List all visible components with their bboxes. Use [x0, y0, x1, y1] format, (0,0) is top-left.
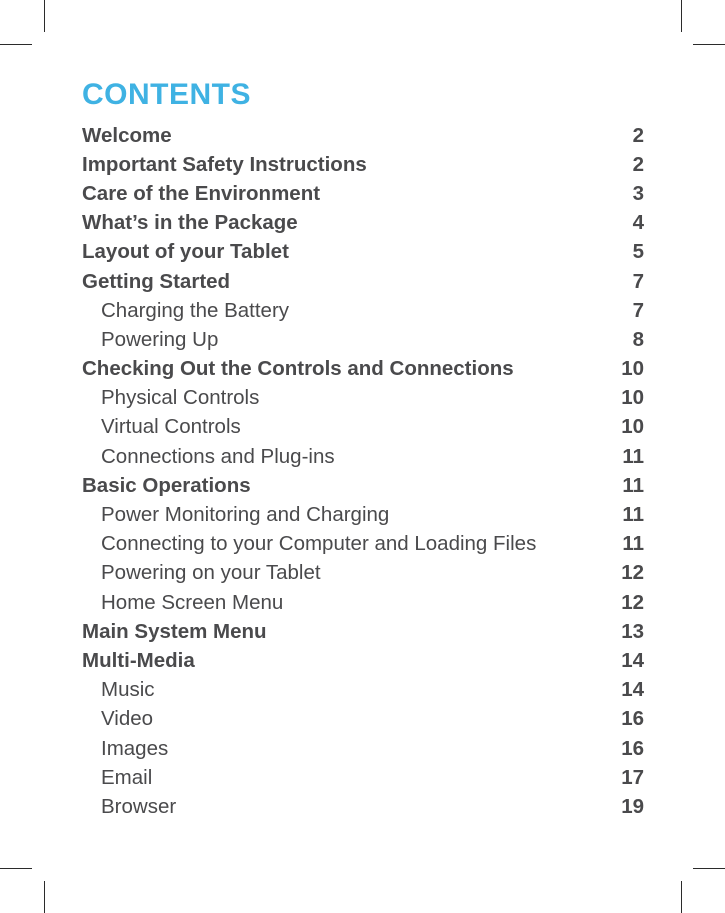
toc-entry-page-number: 16	[621, 736, 644, 760]
toc-entry-label: Connections and Plug-ins	[101, 444, 335, 468]
toc-subsection-entry	[82, 559, 644, 588]
toc-subsection-entry	[82, 705, 644, 734]
toc-entry-page-number: 11	[622, 503, 644, 527]
toc-entry-page-number: 11	[622, 444, 644, 468]
toc-subsection-entry	[82, 792, 644, 821]
toc-entry-page-number: 2	[632, 152, 644, 176]
toc-section-entry	[82, 238, 644, 267]
toc-entry-label: Virtual Controls	[101, 415, 241, 439]
toc-subsection-entry	[82, 325, 644, 354]
crop-mark-bottom-left-horizontal	[0, 868, 32, 869]
crop-mark-top-left-horizontal	[0, 44, 32, 45]
toc-entry-label: Power Monitoring and Charging	[101, 503, 390, 527]
toc-section-entry	[82, 150, 644, 179]
toc-entry-label: Browser	[101, 794, 177, 818]
toc-section-entry	[82, 646, 644, 675]
toc-entry-label: Getting Started	[82, 269, 231, 293]
toc-subsection-entry	[82, 296, 644, 325]
toc-entry-label: Connecting to your Computer and Loading Files	[101, 532, 537, 556]
toc-entry-label: Music	[101, 678, 155, 702]
toc-entry-page-number: 10	[621, 415, 644, 439]
crop-mark-bottom-right-vertical	[681, 881, 682, 913]
toc-entry-page-number: 12	[621, 561, 644, 585]
toc-subsection-entry	[82, 763, 644, 792]
toc-section-entry	[82, 617, 644, 646]
crop-mark-top-right-vertical	[681, 0, 682, 32]
toc-entry-page-number: 5	[632, 240, 644, 264]
toc-entry-page-number: 7	[632, 298, 644, 322]
toc-entry-page-number: 11	[622, 532, 644, 556]
toc-section-entry	[82, 179, 644, 208]
toc-subsection-entry	[82, 413, 644, 442]
crop-mark-bottom-left-vertical	[44, 881, 45, 913]
toc-entry-label: Images	[101, 736, 169, 760]
crop-mark-top-left-vertical	[44, 0, 45, 32]
toc-entry-label: Multi-Media	[82, 648, 195, 672]
toc-entry-page-number: 14	[621, 648, 644, 672]
toc-entry-page-number: 17	[621, 765, 644, 789]
toc-entry-page-number: 3	[632, 181, 644, 205]
toc-entry-label: Welcome	[82, 123, 172, 147]
toc-entry-label: Main System Menu	[82, 619, 267, 643]
toc-section-entry	[82, 355, 644, 384]
toc-subsection-entry	[82, 384, 644, 413]
toc-entry-page-number: 8	[632, 327, 644, 351]
toc-entry-label: Charging the Battery	[101, 298, 290, 322]
toc-subsection-entry	[82, 500, 644, 529]
table-of-contents	[82, 121, 644, 822]
toc-entry-page-number: 16	[621, 707, 644, 731]
page-title: CONTENTS	[82, 78, 251, 111]
toc-entry-label: What’s in the Package	[82, 211, 298, 235]
toc-entry-label: Checking Out the Controls and Connections	[82, 357, 514, 381]
toc-entry-label: Care of the Environment	[82, 181, 321, 205]
toc-entry-page-number: 4	[632, 211, 644, 235]
toc-entry-label: Physical Controls	[101, 386, 260, 410]
crop-mark-bottom-right-horizontal	[693, 868, 725, 869]
toc-subsection-entry	[82, 530, 644, 559]
toc-entry-label: Home Screen Menu	[101, 590, 284, 614]
toc-entry-page-number: 13	[621, 619, 644, 643]
toc-entry-label: Powering on your Tablet	[101, 561, 321, 585]
toc-entry-label: Basic Operations	[82, 473, 251, 497]
toc-entry-page-number: 7	[632, 269, 644, 293]
toc-subsection-entry	[82, 734, 644, 763]
toc-entry-page-number: 2	[632, 123, 644, 147]
toc-entry-label: Powering Up	[101, 327, 219, 351]
toc-entry-label: Email	[101, 765, 153, 789]
toc-subsection-entry	[82, 676, 644, 705]
toc-subsection-entry	[82, 442, 644, 471]
toc-entry-page-number: 10	[621, 357, 644, 381]
toc-entry-label: Video	[101, 707, 154, 731]
toc-entry-label: Layout of your Tablet	[82, 240, 289, 264]
toc-entry-page-number: 14	[621, 678, 644, 702]
toc-section-entry	[82, 471, 644, 500]
toc-section-entry	[82, 121, 644, 150]
crop-mark-top-right-horizontal	[693, 44, 725, 45]
toc-section-entry	[82, 209, 644, 238]
toc-subsection-entry	[82, 588, 644, 617]
toc-entry-page-number: 10	[621, 386, 644, 410]
toc-entry-label: Important Safety Instructions	[82, 152, 367, 176]
toc-section-entry	[82, 267, 644, 296]
toc-entry-page-number: 11	[622, 473, 644, 497]
toc-entry-page-number: 12	[621, 590, 644, 614]
toc-entry-page-number: 19	[621, 794, 644, 818]
